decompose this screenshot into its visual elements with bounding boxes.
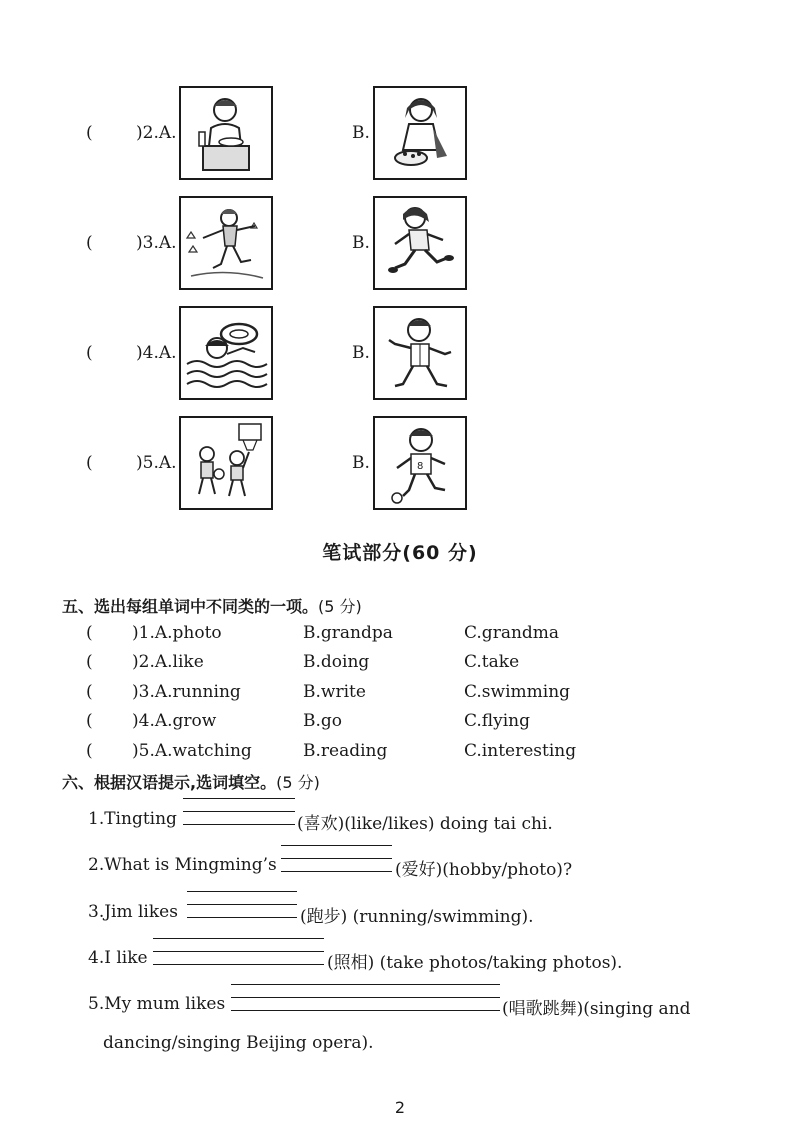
sentence-prefix: 4.I like <box>88 948 148 968</box>
child-swimming-icon <box>179 306 273 400</box>
option-c: C.grandma <box>464 623 560 643</box>
option-c: C.take <box>464 652 520 672</box>
option-a: )1.A.photo <box>132 623 222 643</box>
option-b-label: B. <box>352 453 370 473</box>
sentence-hint: (喜欢)(like/likes) doing tai chi. <box>297 814 553 834</box>
sentence-hint: (爱好)(hobby/photo)? <box>395 860 573 880</box>
child-ice-skating-icon <box>179 196 273 290</box>
sentence-prefix: 1.Tingting <box>88 809 177 829</box>
option-b: B.reading <box>303 741 388 761</box>
option-b: B.go <box>303 711 343 731</box>
answer-paren: ( <box>86 623 93 643</box>
question-number: )5.A. <box>136 453 177 473</box>
option-b-label: B. <box>352 233 370 253</box>
answer-paren: ( <box>86 453 93 473</box>
girl-running-icon <box>373 196 467 290</box>
girl-washing-clothes-icon <box>373 86 467 180</box>
option-a: )2.A.like <box>132 652 204 672</box>
option-b: B.write <box>303 682 366 702</box>
answer-paren: ( <box>86 682 93 702</box>
section-5-heading <box>62 594 362 617</box>
question-number: )4.A. <box>136 343 177 363</box>
boy-playing-football-icon <box>373 416 467 510</box>
section-6-heading <box>62 770 320 793</box>
option-c: C.swimming <box>464 682 571 702</box>
option-c: C.flying <box>464 711 531 731</box>
sentence-hint: (跑步) (running/swimming). <box>300 907 534 927</box>
option-c: C.interesting <box>464 741 577 761</box>
option-b-label: B. <box>352 123 370 143</box>
option-a: )5.A.watching <box>132 741 252 761</box>
answer-paren: ( <box>86 123 93 143</box>
section-5-points: (5 分) <box>318 597 362 616</box>
boy-tai-chi-icon <box>373 306 467 400</box>
written-part-title: 笔试部分(60 分) <box>322 542 478 564</box>
kids-basketball-icon <box>179 416 273 510</box>
sentence-prefix: 5.My mum likes <box>88 994 226 1014</box>
sentence-continuation: dancing/singing Beijing opera). <box>103 1033 374 1053</box>
section-6-title: 六、根据汉语提示,选词填空。 <box>62 773 277 792</box>
answer-paren: ( <box>86 741 93 761</box>
answer-paren: ( <box>86 711 93 731</box>
section-5-title: 五、选出每组单词中不同类的一项。 <box>62 597 319 616</box>
sentence-hint: (照相) (take photos/taking photos). <box>327 953 623 973</box>
section-6-points: (5 分) <box>276 773 320 792</box>
page-number: 2 <box>394 1098 406 1117</box>
boy-cooking-icon <box>179 86 273 180</box>
option-b: B.doing <box>303 652 370 672</box>
answer-paren: ( <box>86 343 93 363</box>
sentence-hint: (唱歌跳舞)(singing and <box>502 999 691 1019</box>
sentence-prefix: 3.Jim likes <box>88 902 178 922</box>
answer-paren: ( <box>86 233 93 253</box>
option-b-label: B. <box>352 343 370 363</box>
option-a: )3.A.running <box>132 682 241 702</box>
question-number: )2.A. <box>136 123 177 143</box>
sentence-prefix: 2.What is Mingming’s <box>88 855 277 875</box>
option-a: )4.A.grow <box>132 711 217 731</box>
answer-paren: ( <box>86 652 93 672</box>
question-number: )3.A. <box>136 233 177 253</box>
svg-text:8: 8 <box>417 461 424 472</box>
option-b: B.grandpa <box>303 623 393 643</box>
